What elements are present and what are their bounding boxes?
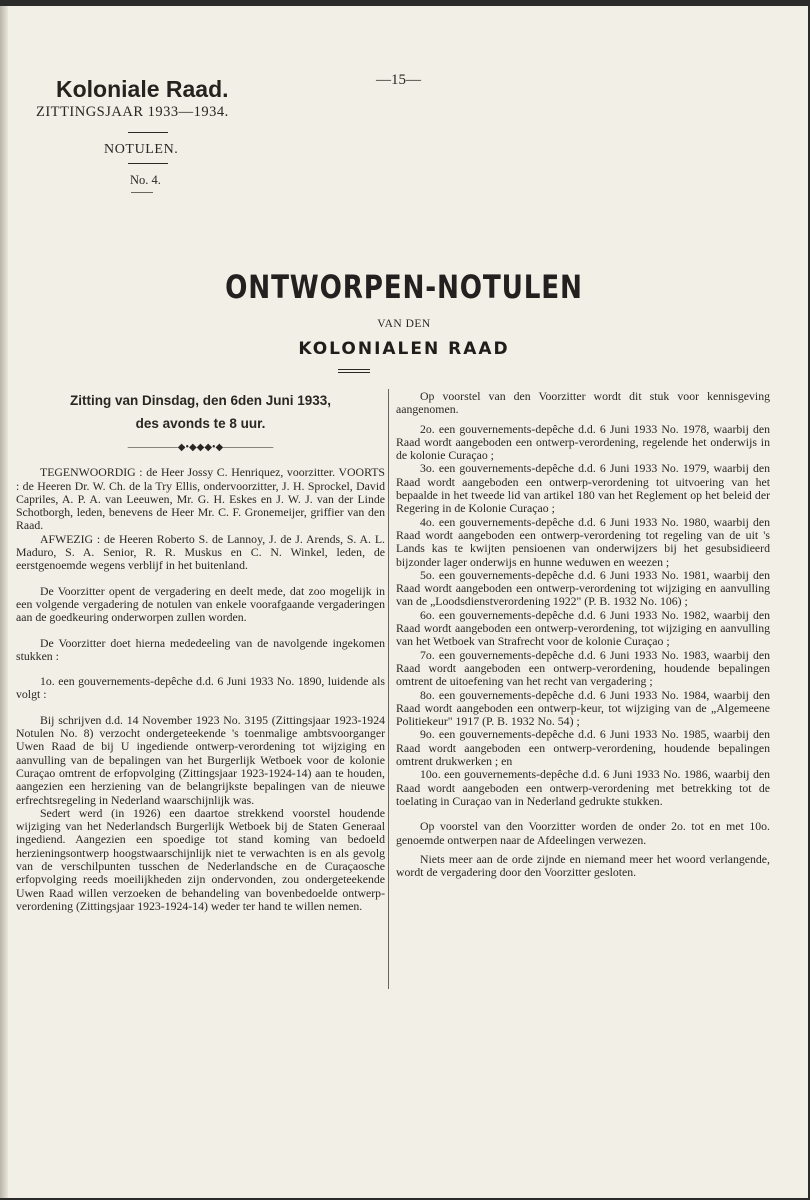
column-divider [388,389,389,989]
header-rule-1 [128,132,168,133]
ornament-divider: —————◆•◆◆◆•◆————— [127,442,274,453]
document-page [0,6,808,1198]
main-title: ONTWORPEN-NOTULEN [225,268,583,306]
list-item: 7o. een gouvernements-depêche d.d. 6 Juni 1933 No. 1983, waarbij den Raad wordt aangeboden een ontwerp-verordening, houdende bepalingen omtrent de uitoefening van het recht van vergadering ; [396,647,770,689]
page-number: —15— [376,72,421,88]
divider-short-2 [338,372,370,373]
left-paragraph-3: 1o. een gouvernements-depêche d.d. 6 Juni 1933 No. 1890, luidende als volgt : [16,674,385,702]
right-column [396,390,770,879]
subtitle-van-den: VAN DEN [377,318,431,330]
list-item: 5o. een gouvernements-depêche d.d. 6 Juni 1933 No. 1981, waarbij den Raad wordt aangeboden een ontwerp-verordening tot wijziging en aanvulling van de „Loodsdienstverordening 1922" (P. B. 1932 No. 106) ; [396,567,770,609]
header-rule-2 [128,163,168,164]
left-paragraph-4: Bij schrijven d.d. 14 November 1923 No. 3195 (Zittingsjaar 1923-1924 Notulen No. 8) verzocht ondergeteekende 's toenmalige ambtsvoorganger Uwen Raad de bij U ingediende ontwerp-verordening tot wijziging en aanvulling van de bepalingen van het Burgerlijk Wetboek voor de kolonie Curaçao omtrent de erfopvolging (Zittingsjaar 1923-1924-14) aan te houden, aangezien een herziening van de belangrijkste bepalingen van de nieuwe erfrechtsregeling in Nederland waarschijnlijk was. [16,712,385,807]
session-heading-line1: Zitting van Dinsdag, den 6den Juni 1933, [69,393,332,408]
divider-short-1 [338,369,370,370]
list-item: 4o. een gouvernements-depêche d.d. 6 Juni 1933 No. 1980, waarbij den Raad wordt aangeboden een ontwerp-verordening tot regeling van de uit 's Lands kas te kwijten pensioenen van onderwijzers bij het gesubsidieerd bijzonder lager onderwijs en hunne weduwen en weezen ; [396,514,770,569]
header-rule-3 [131,192,153,193]
page-edge-shadow [0,6,8,1198]
header-notulen: NOTULEN. [104,142,179,157]
list-item: 10o. een gouvernements-depêche d.d. 6 Juni 1933 No. 1986, waarbij den Raad wordt aangeboden een ontwerp-verordening met betrekking tot de toelating in Curaçao van in Nederland gedrukte stukken. [396,767,770,808]
header-number: No. 4. [130,173,161,187]
right-paragraph-2: Op voorstel van den Voorzitter worden de onder 2o. tot en met 10o. genoemde ontwerpen naar de Afdeelingen verwezen. [396,819,770,847]
list-item: 3o. een gouvernements-depêche d.d. 6 Juni 1933 No. 1979, waarbij den Raad wordt aangeboden een ontwerp-verordening tot uitvoering van het bepaalde in het tweede lid van artikel 180 van het Reglement op het beleid der Regering in de Kolonie Curaçao ; [396,461,770,516]
left-column [16,390,385,913]
right-paragraph-1: Op voorstel van den Voorzitter wordt dit stuk voor kennisgeving aangenomen. [396,389,770,417]
council-name: KOLONIALEN RAAD [298,339,510,359]
list-item: 9o. een gouvernements-depêche d.d. 6 Juni 1933 No. 1985, waarbij den Raad wordt aangeboden een ontwerp-verordening, houdende bepalingen omtrent drukwerken ; en [396,727,770,769]
header-title: Koloniale Raad. [56,76,229,102]
left-paragraph-1: De Voorzitter opent de vergadering en deelt mede, dat zoo mogelijk in een volgende vergadering de notulen van enkele voorafgaande vergaderingen aan de goedkeuring onderworpen zullen worden. [16,583,385,625]
right-paragraph-3: Niets meer aan de orde zijnde en niemand meer het woord verlangende, wordt de vergadering door den Voorzitter gesloten. [396,851,770,880]
absent-paragraph: AFWEZIG : de Heeren Roberto S. de Lannoy, J. de J. Arends, S. A. L. Maduro, S. A. Senior, R. R. Muskus en C. N. Winkel, leden, de eerstgenoemde wegens verblijf in het buitenland. [16,531,385,573]
list-item: 2o. een gouvernements-depêche d.d. 6 Juni 1933 No. 1978, waarbij den Raad wordt aangeboden een ontwerp-verordening, regelende het onderwijs in de kolonie Curaçao ; [396,421,770,463]
left-paragraph-5: Sedert werd (in 1926) een daartoe strekkend voorstel houdende wijziging van het Nederlandsch Burgerlijk Wetboek bij de Staten Generaal ingediend. Aangezien een spoedige tot stand koming van bedoeld herzieningsontwerp hoogstwaarschijnlijk niet te verwachten is en als gevolg van de verschilpunten tusschen de Nederlandsche en de Curaçaosche erfopvolging reeds moeilijkheden zijn ondervonden, zou ondergeteekende Uwen Raad willen verzoeken de behandeling van bovenbedoelde ontwerp-verordening (Zittingsjaar 1923-1924-14) weder ter hand te willen nemen. [16,805,385,913]
session-heading-line2: des avonds te 8 uur. [135,416,266,431]
header-year: ZITTINGSJAAR 1933—1934. [36,104,229,120]
present-paragraph: TEGENWOORDIG : de Heer Jossy C. Henriquez, voorzitter. VOORTS : de Heeren Dr. W. Ch. de la Try Ellis, ondervoorzitter, J. H. Sprockel, David Capriles, A. P. A. van Leeuwen, Mr. G. H. Eskes en J. W. J. van der Linde Schotborgh, leden, benevens de Heer Mr. C. F. Gronemeijer, griffier van den Raad. [16,465,385,533]
left-paragraph-2: De Voorzitter doet hierna mededeeling van de navolgende ingekomen stukken : [16,635,385,663]
list-item: 8o. een gouvernements-depêche d.d. 6 Juni 1933 No. 1984, waarbij den Raad wordt aangeboden een ontwerp-keur, tot wijziging van de „Algemeene Politiekeur" 1917 (P. B. 1932 No. 54) ; [396,687,770,729]
list-item: 6o. een gouvernements-depêche d.d. 6 Juni 1933 No. 1982, waarbij den Raad wordt aangeboden een ontwerp-verordening, tot wijziging en aanvulling van het Wetboek van Strafrecht voor de kolonie Curaçao ; [396,607,770,649]
